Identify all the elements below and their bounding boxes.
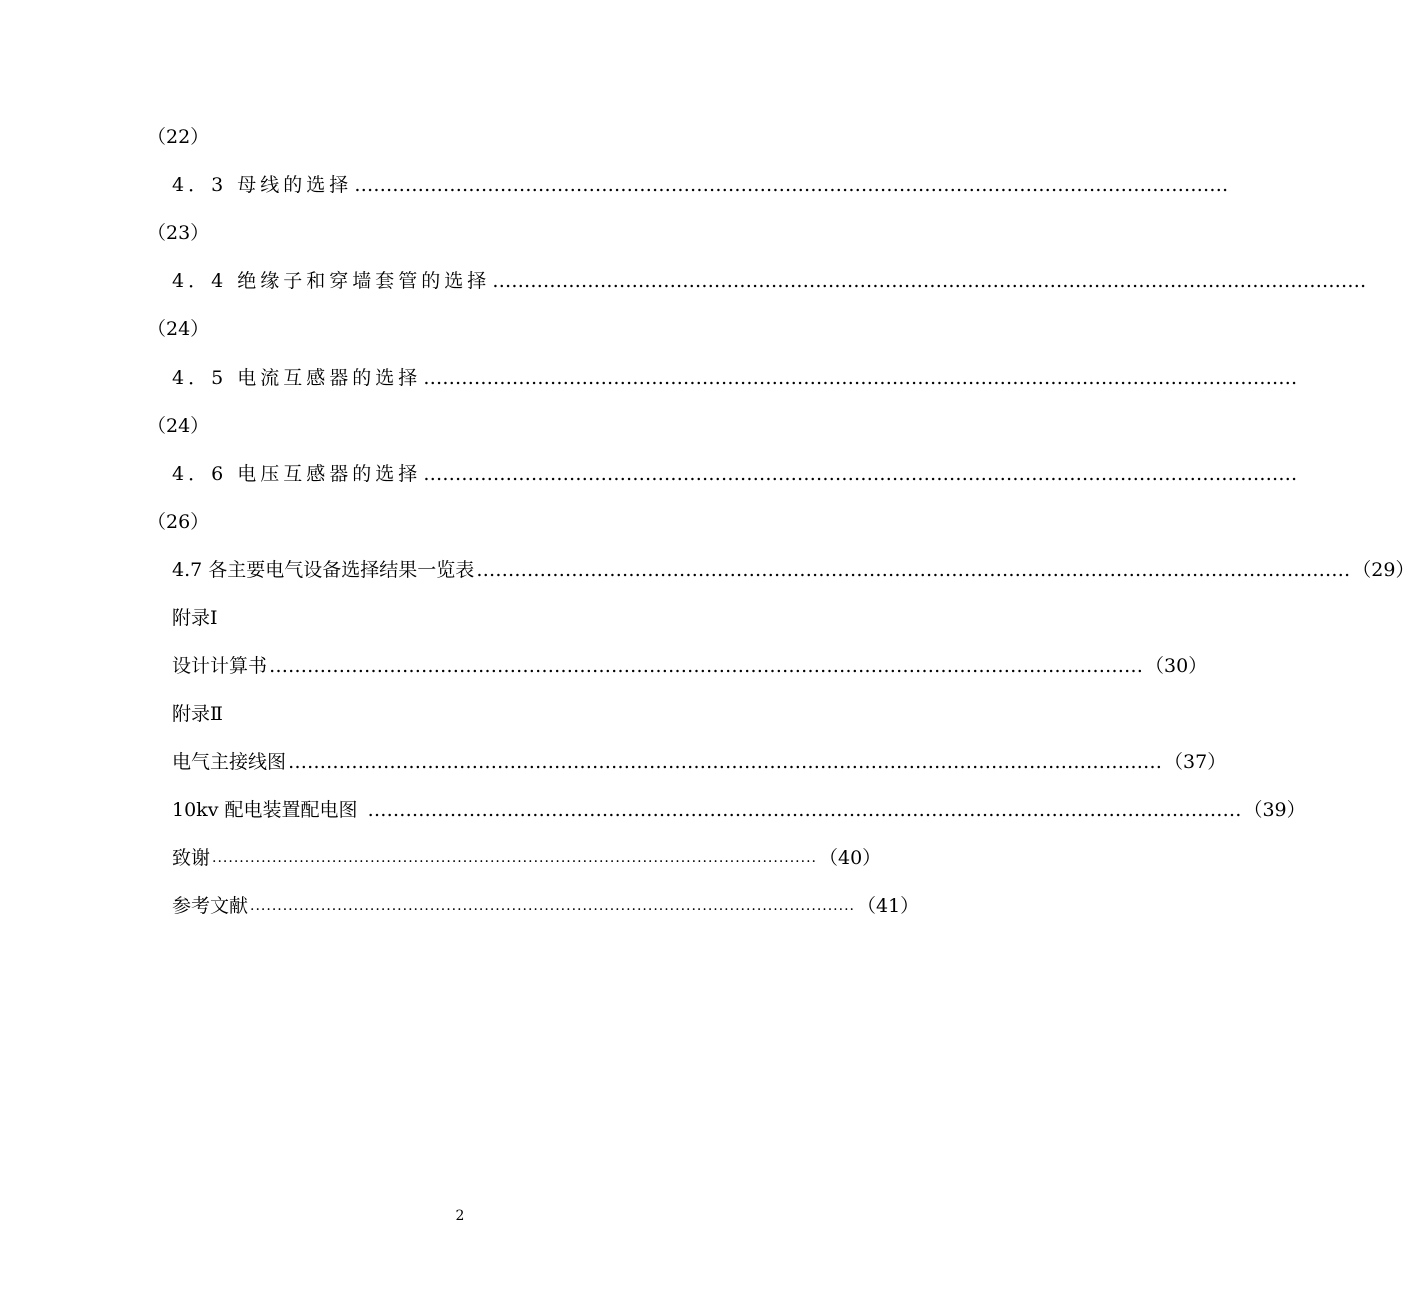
toc-entry-title: 4．4 绝缘子和穿墙套管的选择 <box>172 270 491 292</box>
toc-entry-title: 电气主接线图 <box>172 751 287 773</box>
toc-page-ref-wrapped: （24） <box>147 415 210 437</box>
toc-page-ref-wrapped: （23） <box>147 222 210 244</box>
toc-entry-title: 4．3 母线的选择 <box>172 174 353 196</box>
toc-leader-dots: ………………………………………………………………………………………………………………………… <box>354 174 1229 196</box>
toc-entry-title: 4.7 各主要电气设备选择结果一览表 <box>172 559 475 581</box>
toc-leader-dots: ………………………………………………………………………………………………………………………… <box>423 463 1298 485</box>
toc-page-ref: （30） <box>1145 655 1208 677</box>
toc-entry-4-6[interactable] <box>172 462 1298 486</box>
toc-entry-acknowledgements[interactable] <box>172 846 882 870</box>
toc-leader-dots: ………………………………………………………………………………………………………………………… <box>367 799 1242 821</box>
toc-leader-dots: ………………………………………………………………………………………………………………………… <box>492 270 1367 292</box>
toc-entry-main-wiring[interactable] <box>172 750 1227 774</box>
toc-page-ref: （41） <box>857 895 920 917</box>
toc-entry-title: 4．6 电压互感器的选择 <box>172 463 422 485</box>
toc-entry-4-3[interactable] <box>172 173 1229 197</box>
toc-leader-dots: ………………………………………………………………………………………………………………………… <box>423 367 1298 389</box>
toc-entry-4-5[interactable] <box>172 366 1298 390</box>
toc-leader-dots: ………………………………………………………………………………………………………………………… <box>269 655 1144 677</box>
toc-page-ref: （37） <box>1164 751 1227 773</box>
toc-page-ref: （39） <box>1243 799 1306 821</box>
toc-entry-title: 10kv 配电装置配电图 <box>172 799 358 821</box>
appendix-heading-2[interactable]: 附录Ⅱ <box>172 703 223 725</box>
toc-leader-dots: ………………………………………………………………………………………………………………………… <box>476 559 1351 581</box>
toc-entry-10kv-layout[interactable] <box>172 798 1306 822</box>
toc-leader-dots: ………………………………………………………………………………………………………………………… <box>288 751 1163 773</box>
appendix-heading-1[interactable]: 附录Ⅰ <box>172 607 218 629</box>
toc-entry-title: 4．5 电流互感器的选择 <box>172 367 422 389</box>
toc-entry-title: 致谢 <box>172 847 211 869</box>
toc-entry-title: 设计计算书 <box>172 655 268 677</box>
toc-entry-calculation[interactable] <box>172 654 1208 678</box>
toc-page-ref-wrapped: （26） <box>147 511 210 533</box>
toc-leader-dots: ............................................................................................................... <box>250 898 855 914</box>
page-number: 2 <box>455 1208 465 1224</box>
toc-entry-4-4[interactable] <box>172 269 1367 293</box>
toc-leader-dots: ............................................................................................................... <box>212 850 817 866</box>
toc-page-ref: （29） <box>1352 559 1414 581</box>
toc-entry-title: 参考文献 <box>172 895 249 917</box>
toc-page-ref-wrapped: （24） <box>147 318 210 340</box>
toc-entry-4-7[interactable] <box>172 558 1414 582</box>
toc-entry-references[interactable] <box>172 894 920 918</box>
toc-page-ref-wrapped: （22） <box>147 126 210 148</box>
toc-page-ref: （40） <box>819 847 882 869</box>
